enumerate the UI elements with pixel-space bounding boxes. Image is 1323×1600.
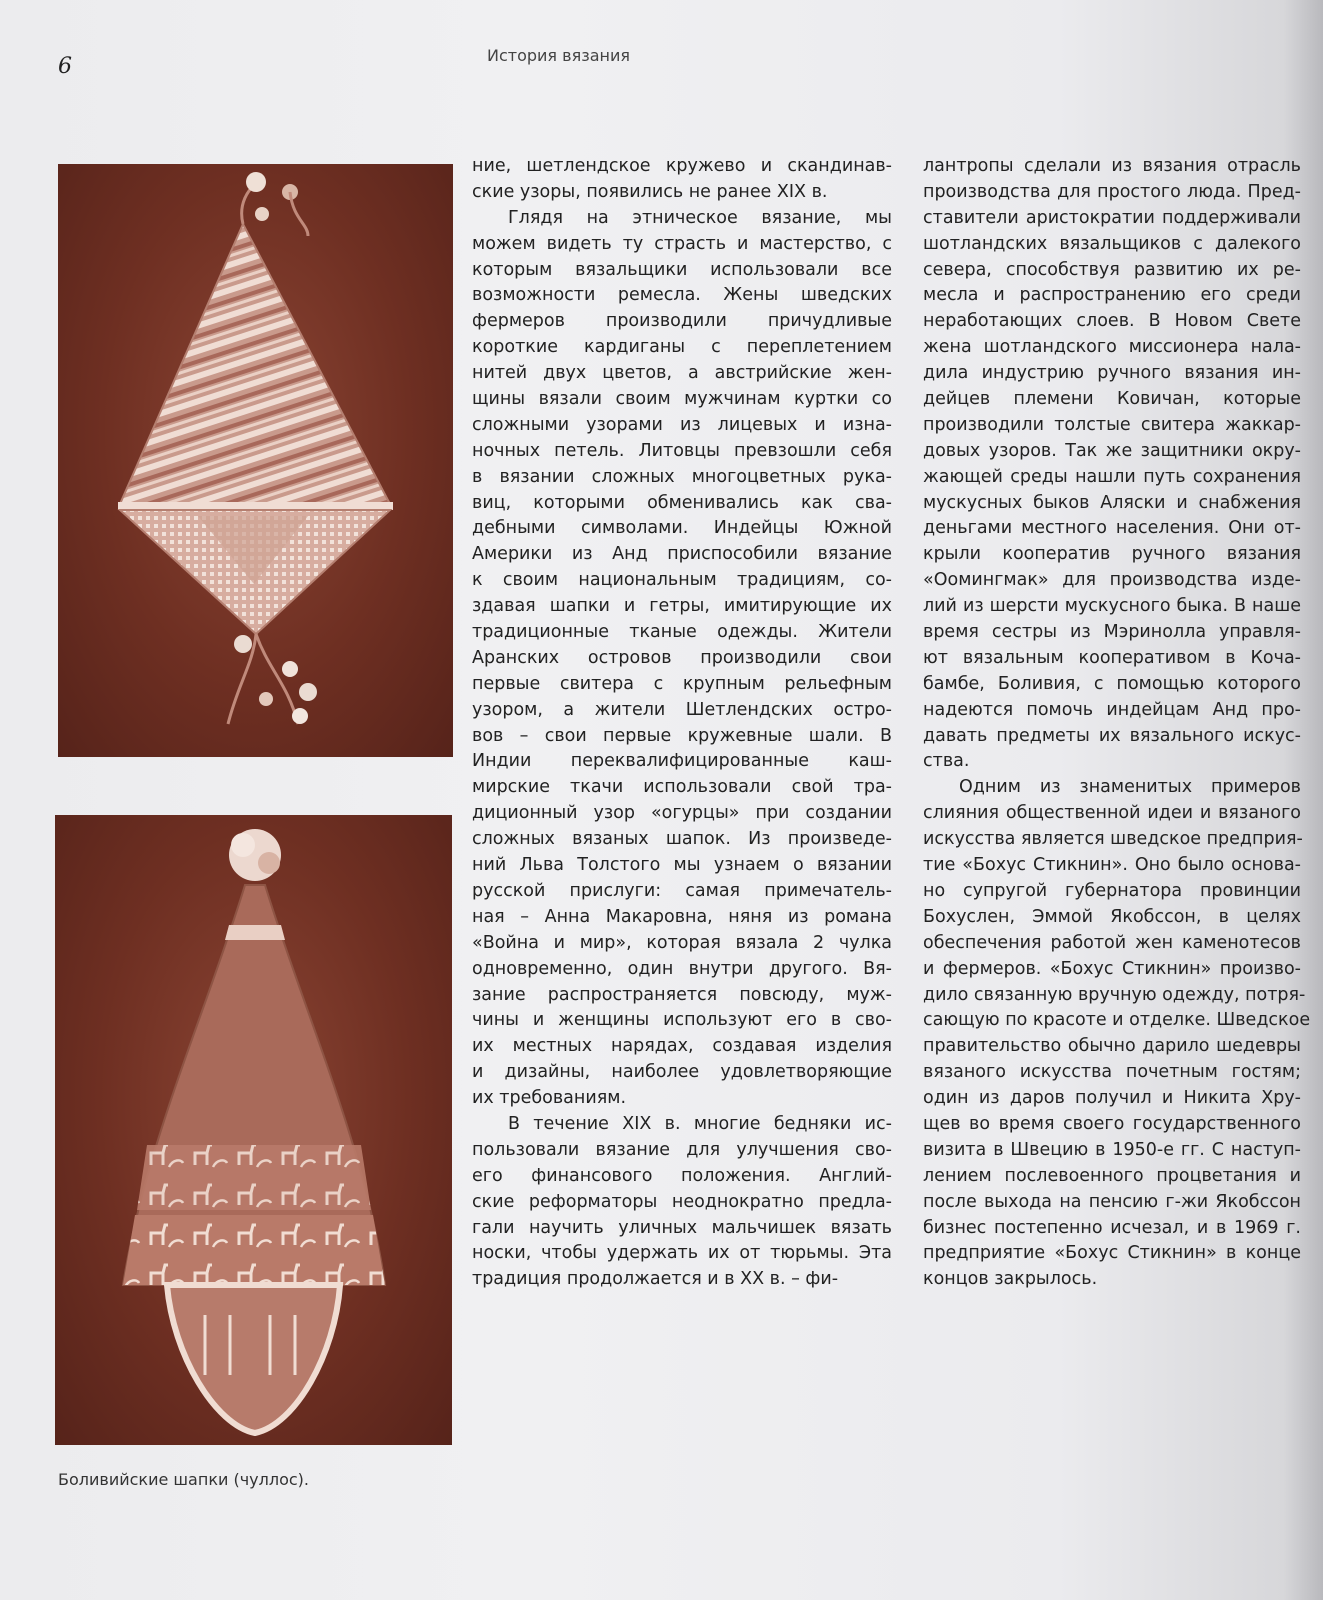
text-line: после выхода на пенсию г-жи Якобссон	[923, 1191, 1301, 1212]
text-line: короткие кардиганы с переплетением	[472, 337, 892, 358]
text-line: бамбе, Боливия, с помощью которого	[923, 673, 1301, 694]
text-line: крыли кооператив ручного вязания	[923, 544, 1301, 565]
text-line: деньгами местного населения. Они от-	[923, 518, 1301, 539]
text-line: бизнес постепенно исчезал, и в 1969 г.	[923, 1217, 1301, 1238]
text-line: возможности ремесла. Жены шведских	[472, 285, 892, 306]
text-line: традиция продолжается и в XX в. – фи-	[472, 1269, 839, 1290]
text-line: слияния общественной идеи и вязаного	[923, 803, 1301, 824]
text-line: предприятие «Бохус Стикнин» в конце	[923, 1243, 1301, 1264]
text-line: Глядя на этническое вязание, мы	[508, 207, 892, 228]
text-line: дила индустрию ручного вязания ин-	[923, 363, 1301, 384]
text-line: месла и распространению его среди	[923, 285, 1301, 306]
text-line: ний Льва Толстого мы узнаем о вязании	[472, 855, 892, 876]
text-line: русской прислуги: самая примечатель-	[472, 880, 892, 901]
text-line: один из даров получил и Никита Хру-	[923, 1088, 1301, 1109]
text-line: дебными символами. Индейцы Южной	[472, 518, 892, 539]
text-line: сающую по красоте и отделке. Шведское	[923, 1010, 1311, 1031]
text-line: щины вязали своим мужчинам куртки со	[472, 389, 892, 410]
text-line: тие «Бохус Стикнин». Оно было основа-	[923, 855, 1301, 876]
text-line: которым вязальщики использовали все	[472, 259, 892, 280]
text-line: жающей среды нашли путь сохранения	[923, 466, 1301, 487]
photo-earflap-hat	[58, 164, 453, 757]
text-line: чины и женщины используют его в сво-	[472, 1010, 892, 1031]
page-number: 6	[58, 54, 72, 79]
text-line: можем видеть ту страсть и мастерство, с	[472, 233, 892, 254]
text-line: ют вязальным кооперативом в Коча-	[923, 647, 1301, 668]
text-line: традиционные тканые одежды. Жители	[472, 622, 892, 643]
text-line: ная – Анна Макаровна, няня из романа	[472, 906, 892, 927]
text-line: фермеров производили причудливые	[472, 311, 892, 332]
text-line: визита в Швецию в 1950-е гг. С наступ-	[923, 1139, 1301, 1160]
text-line: ние, шетлендское кружево и скандинав-	[472, 156, 892, 176]
figure-caption: Боливийские шапки (чуллос).	[58, 1470, 309, 1489]
text-line: носки, чтобы удержать их от тюрьмы. Эта	[472, 1243, 892, 1264]
text-line: лий из шерсти мускусного быка. В наше	[923, 596, 1301, 617]
text-line: но супругой губернатора провинции	[923, 880, 1301, 901]
text-line: шотландских вязальщиков с далекого	[923, 233, 1301, 254]
text-line: и дизайны, наиболее удовлетворяющие	[472, 1062, 892, 1083]
text-line: здавая шапки и гетры, имитирующие их	[472, 596, 892, 617]
text-line: ские реформаторы неоднократно предла-	[472, 1191, 892, 1212]
text-line: ства.	[923, 751, 970, 772]
text-line: севера, способствуя развитию их ре-	[923, 259, 1301, 280]
text-line: обеспечения работой жен каменотесов	[923, 932, 1301, 953]
text-line: «Война и мир», которая вязала 2 чулка	[472, 932, 892, 953]
text-line: сложных вязаных шапок. Из произведе-	[472, 829, 892, 850]
text-column-left	[472, 154, 892, 1293]
text-line: концов закрылось.	[923, 1269, 1098, 1290]
text-line: Бохуслен, Эммой Якобссон, в целях	[923, 906, 1301, 927]
text-line: их местных нарядах, создавая изделия	[472, 1036, 892, 1057]
text-line: их требованиям.	[472, 1088, 627, 1109]
text-line: правительство обычно дарило шедевры	[923, 1036, 1301, 1057]
text-line: зание распространяется повсюду, муж-	[472, 984, 892, 1005]
text-line: давать предметы их вязального искус-	[923, 725, 1301, 746]
text-line: мирские ткачи использовали свой тра-	[472, 777, 892, 798]
chullo-hat-illustration	[55, 815, 452, 1445]
text-line: в вязании сложных многоцветных рука-	[472, 466, 892, 487]
text-line: Аранских островов производили свои	[472, 647, 892, 668]
text-line: Одним из знаменитых примеров	[959, 777, 1301, 798]
running-head: История вязания	[487, 46, 630, 65]
text-line: к своим национальным традициям, со-	[472, 570, 892, 591]
text-line: сложными узорами из лицевых и изна-	[472, 414, 892, 435]
text-line: ские узоры, появились не ранее XIX в.	[472, 181, 828, 202]
text-line: первые свитера с крупным рельефным	[472, 673, 892, 694]
text-line: Америки из Анд приспособили вязание	[472, 544, 892, 565]
text-line: В течение XIX в. многие бедняки ис-	[508, 1113, 892, 1134]
text-line: ставители аристократии поддерживали	[923, 207, 1301, 228]
text-line: надеются помочь индейцам Анд про-	[923, 699, 1301, 720]
text-line: виц, которыми обменивались как сва-	[472, 492, 892, 513]
text-line: довых узоров. Так же защитники окру-	[923, 440, 1301, 461]
text-line: лением послевоенного процветания и	[923, 1165, 1301, 1186]
text-line: диционный узор «огурцы» при создании	[472, 803, 892, 824]
text-line: его финансового положения. Англий-	[472, 1165, 892, 1186]
earflap-hat-illustration	[58, 164, 453, 757]
text-line: пользовали вязание для улучшения сво-	[472, 1139, 892, 1160]
text-line: вов – свои первые кружевные шали. В	[472, 725, 892, 746]
text-line: лантропы сделали из вязания отрасль	[923, 156, 1301, 176]
text-line: нитей двух цветов, а австрийские жен-	[472, 363, 892, 384]
text-line: производили толстые свитера жаккар-	[923, 414, 1301, 435]
text-line: Индии переквалифицированные каш-	[472, 751, 892, 772]
text-line: неработающих слоев. В Новом Свете	[923, 311, 1301, 332]
text-line: щев во время своего государственного	[923, 1113, 1301, 1134]
text-line: и фермеров. «Бохус Стикнин» произво-	[923, 958, 1301, 979]
text-line: ночных петель. Литовцы превзошли себя	[472, 440, 892, 461]
text-line: узором, а жители Шетлендских остро-	[472, 699, 892, 720]
text-line: производства для простого люда. Пред-	[923, 181, 1301, 202]
text-line: дейцев племени Ковичан, которые	[923, 389, 1301, 410]
text-line: жена шотландского миссионера нала-	[923, 337, 1301, 358]
photo-chullo-hat	[55, 815, 452, 1445]
text-line: мускусных быков Аляски и снабжения	[923, 492, 1301, 513]
text-line: искусства является шведское предприя-	[923, 829, 1303, 850]
text-line: одновременно, один внутри другого. Вя-	[472, 958, 892, 979]
text-line: гали научить уличных мальчишек вязать	[472, 1217, 892, 1238]
text-line: «Оомингмак» для производства изде-	[923, 570, 1301, 591]
text-line: вязаного искусства почетным гостям;	[923, 1062, 1301, 1083]
text-line: время сестры из Мэринолла управля-	[923, 622, 1301, 643]
text-column-right	[923, 154, 1311, 1293]
text-line: дило связанную вручную одежду, потря-	[923, 984, 1306, 1005]
